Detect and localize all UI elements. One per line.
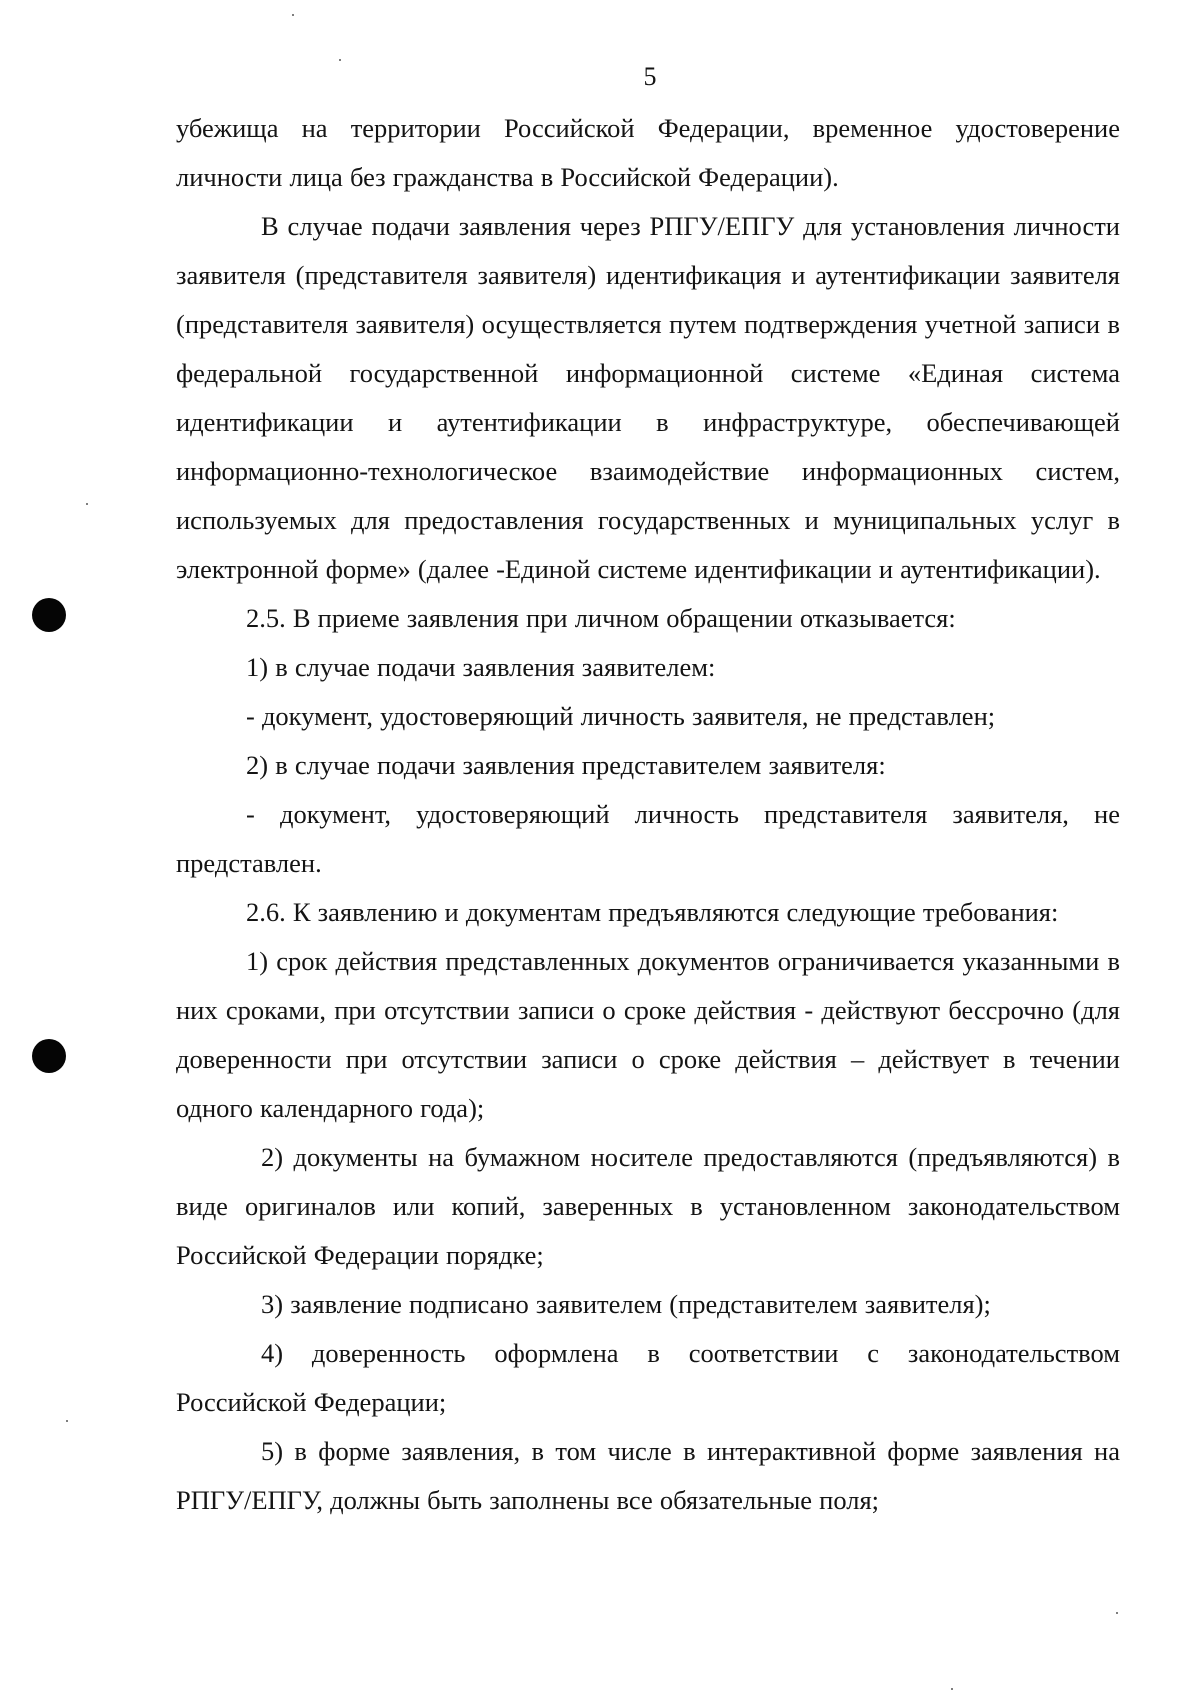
scan-speck xyxy=(1116,1612,1118,1614)
scan-speck xyxy=(339,59,341,61)
paragraph-2-6-item-2: 2) документы на бумажном носителе предоставляются (предъявляются) в виде оригиналов или копий, заверенных в установленном законодательством Российской Федерации порядке; xyxy=(176,1142,1120,1270)
hole-punch-mark-upper xyxy=(32,598,66,632)
hole-punch-mark-lower xyxy=(32,1039,66,1073)
paragraph-2-5-refusal: 2.5. В приеме заявления при личном обращении отказывается: xyxy=(246,603,956,633)
paragraph-2-5-item-1-reason: - документ, удостоверяющий личность заявителя, не представлен; xyxy=(246,701,996,731)
scan-speck xyxy=(292,14,294,16)
scan-speck xyxy=(951,1688,953,1690)
scan-speck xyxy=(66,1420,68,1422)
document-body xyxy=(176,104,1120,1525)
paragraph-2-6-item-3: 3) заявление подписано заявителем (представителем заявителя); xyxy=(261,1289,991,1319)
paragraph-identification: В случае подачи заявления через РПГУ/ЕПГУ для установления личности заявителя (представителя заявителя) идентификация и аутентификации заявителя (представителя заявителя) осуществляется путем подтверждения учетной записи в федеральной государственной информационной системе «Единая система идентификации и аутентификации в инфраструктуре, обеспечивающей информационно-технологическое взаимодействие информационных систем, используемых для предоставления государственных и муниципальных услуг в электронной форме» (далее -Единой системе идентификации и аутентификации). xyxy=(176,211,1120,584)
paragraph-2-6-item-5: 5) в форме заявления, в том числе в интерактивной форме заявления на РПГУ/ЕПГУ, должны быть заполнены все обязательные поля; xyxy=(176,1436,1120,1515)
page-number: 5 xyxy=(643,62,657,91)
scan-speck xyxy=(86,503,88,505)
paragraph-2-6-item-1: 1) срок действия представленных документов ограничивается указанными в них сроками, при отсутствии записи о сроке действия - действуют бессрочно (для доверенности при отсутствии записи о сроке действия – действует в течении одного календарного года); xyxy=(176,946,1120,1123)
paragraph-2-5-item-2-reason: - документ, удостоверяющий личность представителя заявителя, не представлен. xyxy=(176,799,1120,878)
paragraph-2-5-item-1: 1) в случае подачи заявления заявителем: xyxy=(246,652,716,682)
paragraph-2-5-item-2: 2) в случае подачи заявления представителем заявителя: xyxy=(246,750,886,780)
paragraph-asylum-continuation: убежища на территории Российской Федерации, временное удостоверение личности лица без гражданства в Российской Федерации). xyxy=(176,113,1120,192)
paragraph-2-6-requirements: 2.6. К заявлению и документам предъявляются следующие требования: xyxy=(246,897,1059,927)
paragraph-2-6-item-4: 4) доверенность оформлена в соответствии с законодательством Российской Федерации; xyxy=(176,1338,1120,1417)
